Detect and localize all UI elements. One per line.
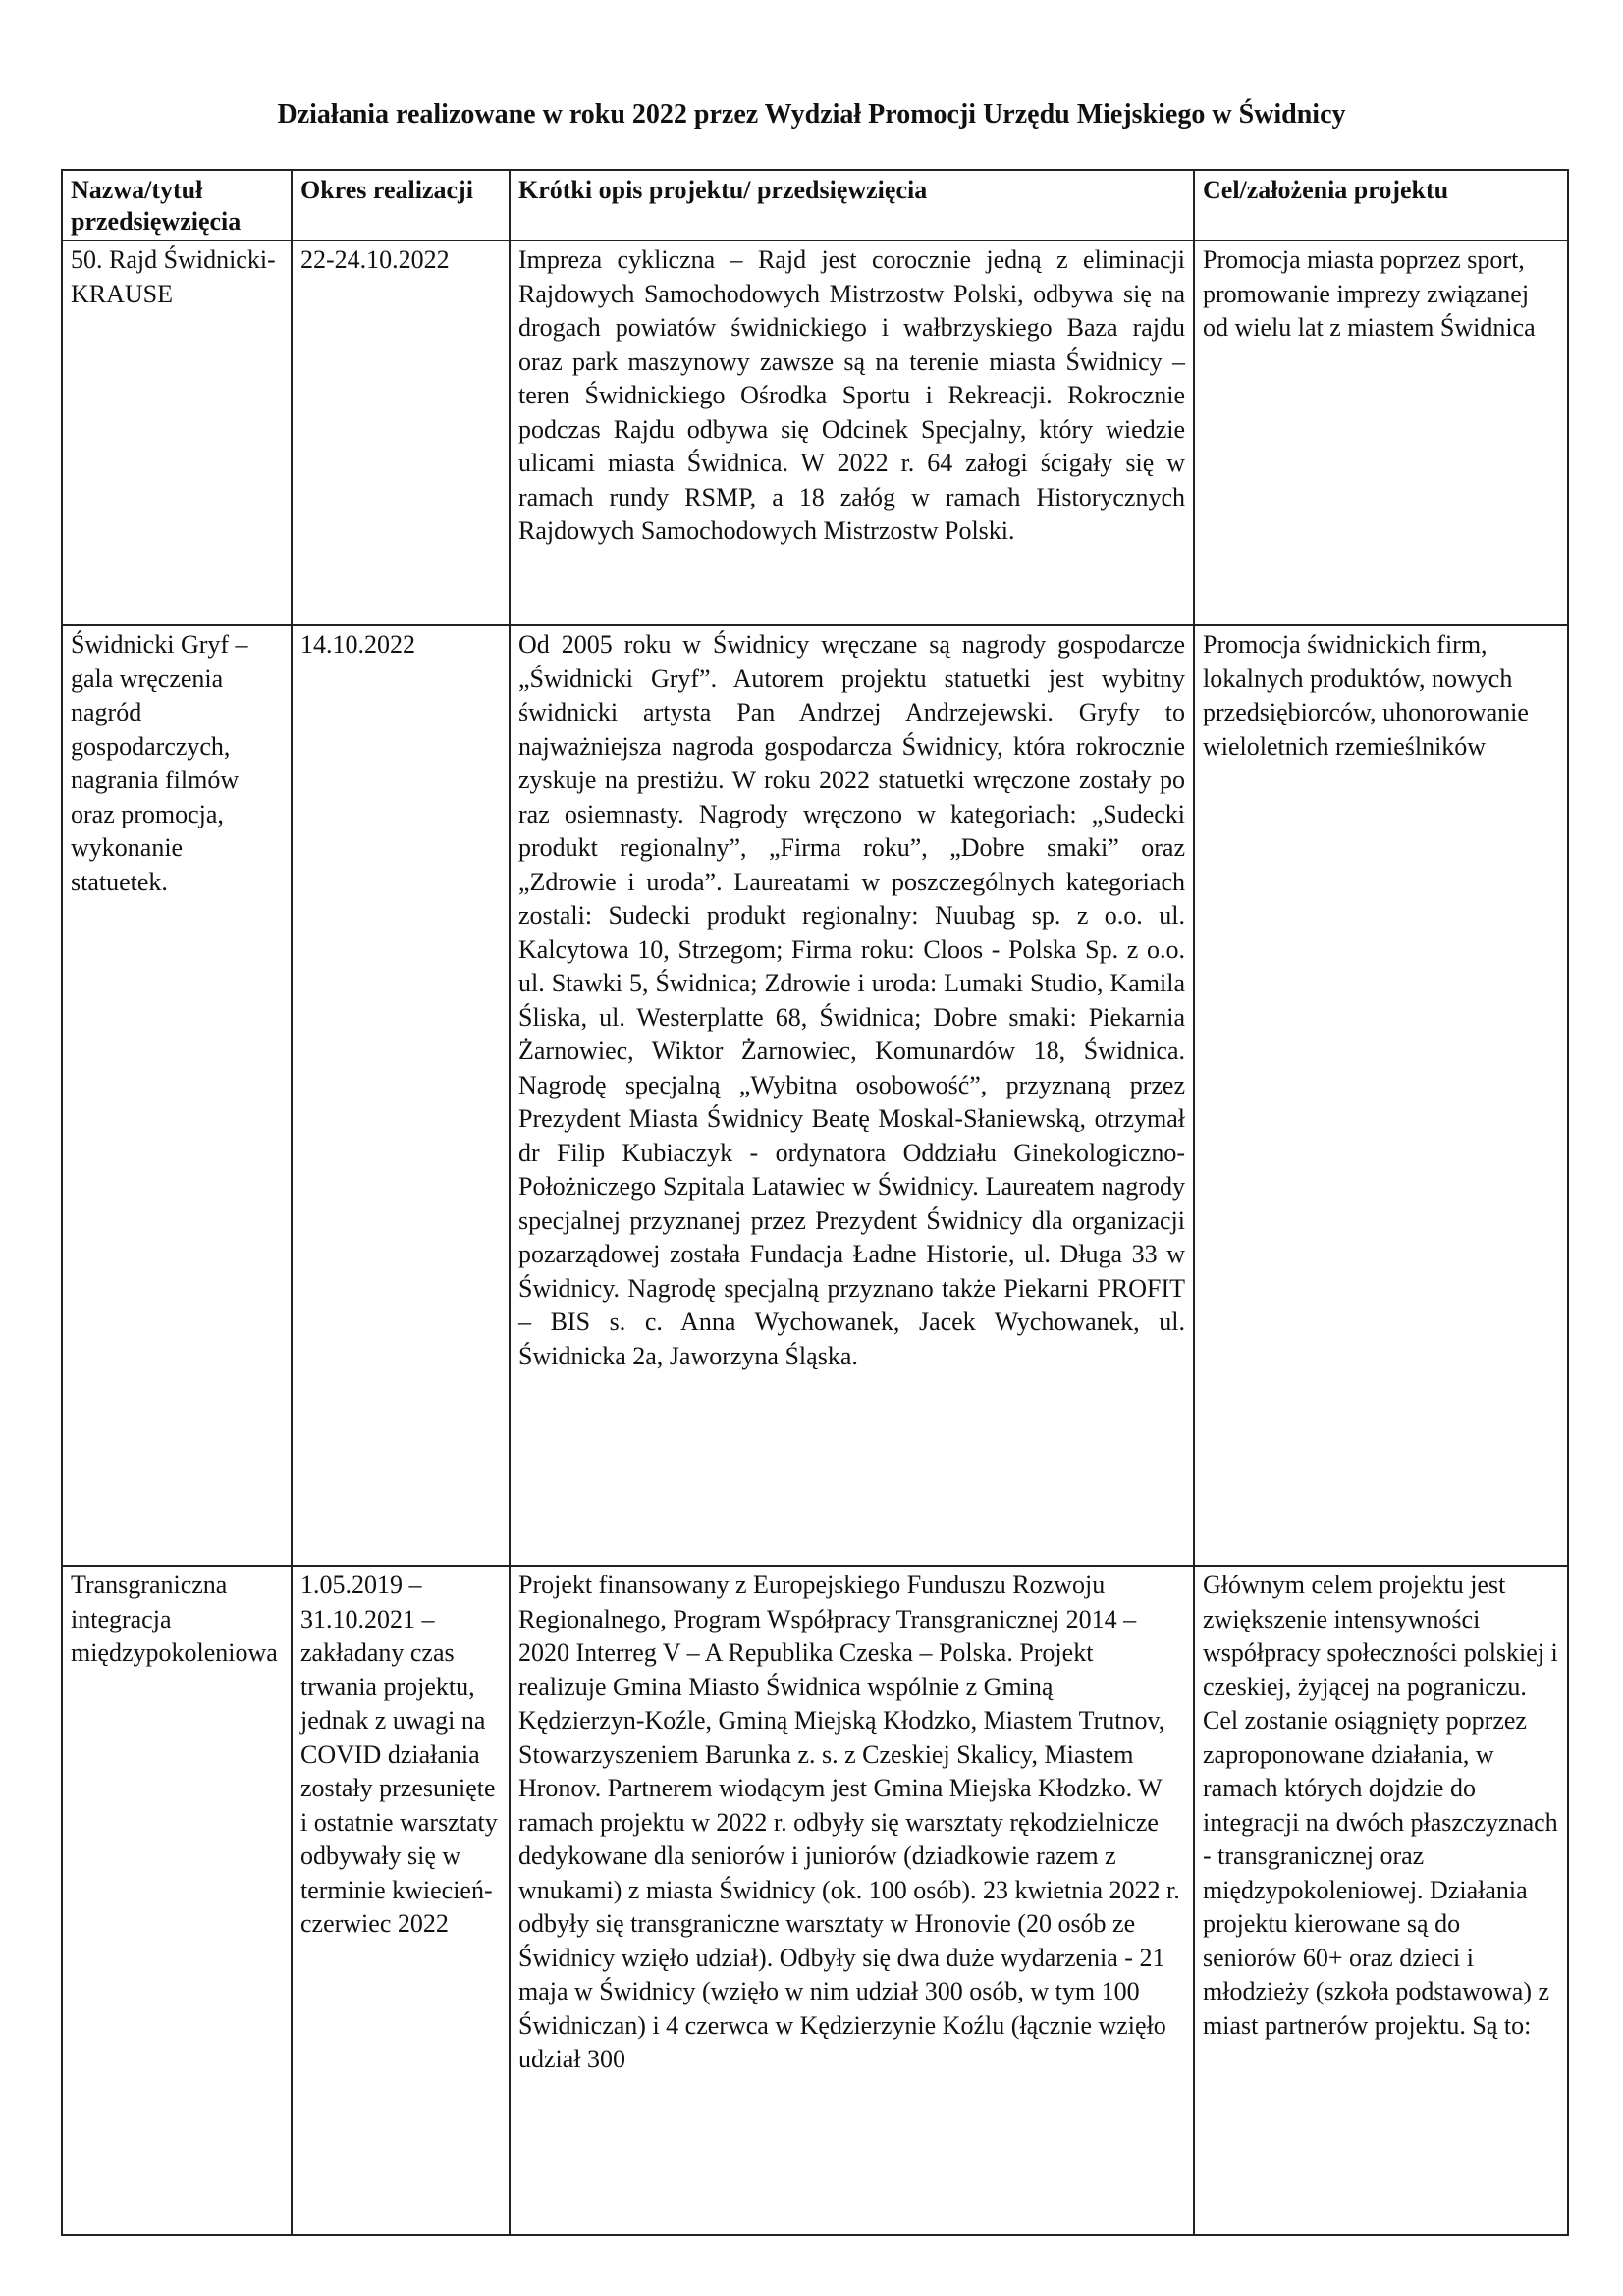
row-goal: Promocja miasta poprzez sport, promowanie imprezy związanej od wielu lat z miastem Świdnica [1194, 240, 1568, 625]
row-name: 50. Rajd Świdnicki-KRAUSE [62, 240, 292, 625]
row-period: 22-24.10.2022 [292, 240, 510, 625]
row-goal: Głównym celem projektu jest zwiększenie intensywności współpracy społeczności polskiej i czeskiej, żyjącej na pograniczu. Cel zostanie osiągnięty poprzez zaproponowane działania, w ramach których dojdzie do integracji na dwóch płaszczyznach - transgranicznej oraz międzypokoleniowej. Działania projektu kierowane są do seniorów 60+ oraz dzieci i młodzieży (szkoła podstawowa) z miast partnerów projektu. Są to: [1194, 1566, 1568, 2235]
table-header-row [62, 170, 1568, 240]
row-period: 1.05.2019 – 31.10.2021 – zakładany czas trwania projektu, jednak z uwagi na COVID działania zostały przesunięte i ostatnie warsztaty odbywały się w terminie kwiecień-czerwiec 2022 [292, 1566, 510, 2235]
page-title: Działania realizowane w roku 2022 przez Wydział Promocji Urzędu Miejskiego w Świdnicy [277, 99, 1346, 130]
header-name: Nazwa/tytuł przedsięwzięcia [62, 170, 292, 240]
row-name: Świdnicki Gryf – gala wręczenia nagród gospodarczych, nagrania filmów oraz promocja, wykonanie statuetek. [62, 625, 292, 1566]
activities-table [61, 169, 1569, 2236]
table-row [62, 240, 1568, 625]
header-description: Krótki opis projektu/ przedsięwzięcia [510, 170, 1194, 240]
row-name: Transgraniczna integracja międzypokoleniowa [62, 1566, 292, 2235]
table-row [62, 1566, 1568, 2235]
header-goal: Cel/założenia projektu [1194, 170, 1568, 240]
row-period: 14.10.2022 [292, 625, 510, 1566]
header-period: Okres realizacji [292, 170, 510, 240]
row-description: Projekt finansowany z Europejskiego Funduszu Rozwoju Regionalnego, Program Współpracy Transgranicznej 2014 – 2020 Interreg V – A Republika Czeska – Polska. Projekt realizuje Gmina Miasto Świdnica wspólnie z Gminą Kędzierzyn-Koźle, Gminą Miejską Kłodzko, Miastem Trutnov, Stowarzyszeniem Barunka z. s. z Czeskiej Skalicy, Miastem Hronov. Partnerem wiodącym jest Gmina Miejska Kłodzko. W ramach projektu w 2022 r. odbyły się warsztaty rękodzielnicze dedykowane dla seniorów i juniorów (dziadkowie razem z wnukami) z miasta Świdnicy (ok. 100 osób). 23 kwietnia 2022 r. odbyły się transgraniczne warsztaty w Hronovie (20 osób ze Świdnicy wzięło udział). Odbyły się dwa duże wydarzenia - 21 maja w Świdnicy (wzięło w nim udział 300 osób, w tym 100 Świdniczan) i 4 czerwca w Kędzierzynie Koźlu (łącznie wzięło udział 300 [510, 1566, 1194, 2235]
row-description: Od 2005 roku w Świdnicy wręczane są nagrody gospodarcze „Świdnicki Gryf”. Autorem projektu statuetki jest wybitny świdnicki artysta Pan Andrzej Andrzejewski. Gryfy to najważniejsza nagroda gospodarcza Świdnicy, która rokrocznie zyskuje na prestiżu. W roku 2022 statuetki wręczone zostały po raz osiemnasty. Nagrody wręczono w kategoriach: „Sudecki produkt regionalny”, „Firma roku”, „Dobre smaki” oraz „Zdrowie i uroda”. Laureatami w poszczególnych kategoriach zostali: Sudecki produkt regionalny: Nuubag sp. z o.o. ul. Kalcytowa 10, Strzegom; Firma roku: Cloos - Polska Sp. z o.o. ul. Stawki 5, Świdnica; Zdrowie i uroda: Lumaki Studio, Kamila Śliska, ul. Westerplatte 68, Świdnica; Dobre smaki: Piekarnia Żarnowiec, Wiktor Żarnowiec, Komunardów 18, Świdnica. Nagrodę specjalną „Wybitna osobowość”, przyznaną przez Prezydent Miasta Świdnicy Beatę Moskal-Słaniewską, otrzymał dr Filip Kubiaczyk - ordynatora Oddziału Ginekologiczno-Położniczego Szpitala Latawiec w Świdnicy. Laureatem nagrody specjalnej przyznanej przez Prezydent Świdnicy dla organizacji pozarządowej została Fundacja Ładne Historie, ul. Długa 33 w Świdnicy. Nagrodę specjalną przyznano także Piekarni PROFIT – BIS s. c. Anna Wychowanek, Jacek Wychowanek, ul. Świdnicka 2a, Jaworzyna Śląska. [510, 625, 1194, 1566]
row-description: Impreza cykliczna – Rajd jest corocznie jedną z eliminacji Rajdowych Samochodowych Mistrzostw Polski, odbywa się na drogach powiatów świdnickiego i wałbrzyskiego Baza rajdu oraz park maszynowy zawsze są na terenie miasta Świdnicy – teren Świdnickiego Ośrodka Sportu i Rekreacji. Rokrocznie podczas Rajdu odbywa się Odcinek Specjalny, który wiedzie ulicami miasta Świdnica. W 2022 r. 64 załogi ścigały się w ramach rundy RSMP, a 18 załóg w ramach Historycznych Rajdowych Samochodowych Mistrzostw Polski. [510, 240, 1194, 625]
table-row [62, 625, 1568, 1566]
row-goal: Promocja świdnickich firm, lokalnych produktów, nowych przedsiębiorców, uhonorowanie wieloletnich rzemieślników [1194, 625, 1568, 1566]
